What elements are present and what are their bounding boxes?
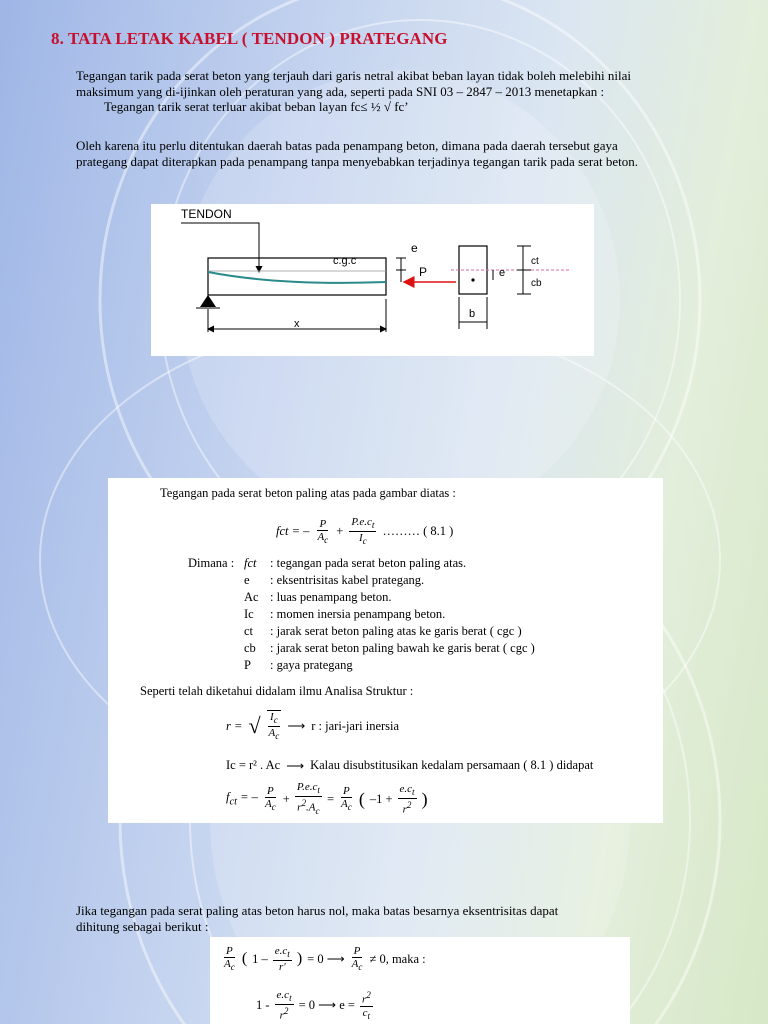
def-row: ct : jarak serat beton paling atas ke garis berat ( cgc ) [244, 624, 522, 638]
ic-equation: Ic = r² . Ac ⟶ Kalau disubstitusikan kedalam persamaan ( 8.1 ) didapat [226, 758, 594, 773]
second-line-1: Oleh karena itu perlu ditentukan daerah batas pada penampang beton, dimana pada daerah tersebut gaya [76, 138, 618, 153]
def-row: P : gaya prategang [244, 658, 353, 672]
cb-label: cb [531, 278, 542, 289]
substituted-equation: $f_{ct}$ = – $\frac{P}{A_c}$ + $\frac{P.e.c_t}{r^2.A_c}$ = $\frac{P}{A_c}$ ( –1 + $\frac{e.c_t}{r^2}$ ) [226, 781, 428, 817]
radius-equation: r = √ $\frac{I_c}{A_c}$ ⟶ r : jari-jari inersia [226, 711, 400, 742]
def-row: e : eksentrisitas kabel prategang. [244, 573, 425, 587]
eq-label: ……… ( 8.1 ) [382, 524, 454, 539]
page-title: 8. TATA LETAK KABEL ( TENDON ) PRATEGANG [51, 29, 448, 48]
second-paragraph [76, 138, 726, 169]
second-line-2: prategang dapat diterapkan pada penampang tanpa menyebabkan terjadinya tegangan tarik pada serat beton. [76, 153, 639, 169]
equation-8-1: fct = – $\frac{P}{A_c}$ + $\frac{P.e.c_t}{I_c}$ ……… ( 8.1 ) [276, 516, 454, 547]
eccentricity-formula [210, 937, 630, 1024]
ic-text: Kalau disubstitusikan kedalam persamaan ( 8.1 ) didapat [310, 758, 594, 772]
formula-block [108, 478, 663, 823]
neq-text: ≠ 0, maka : [369, 951, 426, 966]
seperti-line: Seperti telah diketahui didalam ilmu Analisa Struktur : [140, 684, 414, 698]
cgc-label: c.g.c [333, 255, 357, 267]
dimana-label: Dimana : [188, 556, 235, 570]
tendon-label: TENDON [181, 207, 232, 221]
definitions-list [244, 556, 535, 675]
p-label: P [419, 265, 428, 279]
def-row: cb : jarak serat beton paling bawah ke garis berat ( cgc ) [244, 641, 535, 655]
zero-stress-equation: $\frac{P}{A_c}$ ( 1 – $\frac{e.c_t}{r'}$ ) = 0 ⟶ $\frac{P}{A_c}$ ≠ 0, maka : [224, 945, 426, 974]
frac-pec-over-i: $\frac{P.e.c_t}{I_c}$ [351, 516, 375, 547]
ic-eq: Ic = r² . Ac [226, 758, 281, 772]
def-row: Ac : luas penampang beton. [244, 590, 392, 604]
intro-line-1: Tegangan tarik pada serat beton yang terjauh dari garis netral akibat beban layan tidak boleh melebihi nilai [76, 68, 631, 83]
tendon-layout-figure [151, 204, 594, 356]
radius-label: r : jari-jari inersia [311, 718, 400, 733]
intro-line-3: Tegangan tarik serat terluar akibat beban layan fc≤ ½ √ fc’ [104, 99, 409, 114]
e-label-section: e [499, 267, 506, 279]
eq-lhs: fct = – [276, 524, 310, 539]
def-row: Ic : momen inersia penampang beton. [244, 607, 446, 621]
third-line-2: dihitung sebagai berikut : [76, 918, 209, 934]
def-row: fct : tegangan pada serat beton paling atas. [244, 556, 467, 570]
e-label-left: e [411, 241, 418, 255]
x-label: x [294, 318, 300, 330]
intro-paragraph [76, 68, 726, 115]
third-line-1: Jika tegangan pada serat paling atas beton harus nol, maka batas besarnya eksentrisitas dapat [76, 903, 559, 918]
intro-line-2: maksimum yang di-ijinkan oleh peraturan yang ada, seperti pada SNI 03 – 2847 – 2013 menetapkan : [76, 83, 605, 99]
eccentricity-limit-equation: 1 - $\frac{e.c_t}{r^2}$ = 0 ⟶ e = $\frac{r^2}{c_t}$ [256, 989, 371, 1022]
ct-label: ct [531, 256, 539, 267]
formula-intro: Tegangan pada serat beton paling atas pada gambar diatas : [160, 486, 456, 500]
third-paragraph [76, 903, 726, 934]
frac-p-over-a: $\frac{P}{A_c}$ [317, 517, 329, 545]
b-label: b [469, 308, 476, 320]
